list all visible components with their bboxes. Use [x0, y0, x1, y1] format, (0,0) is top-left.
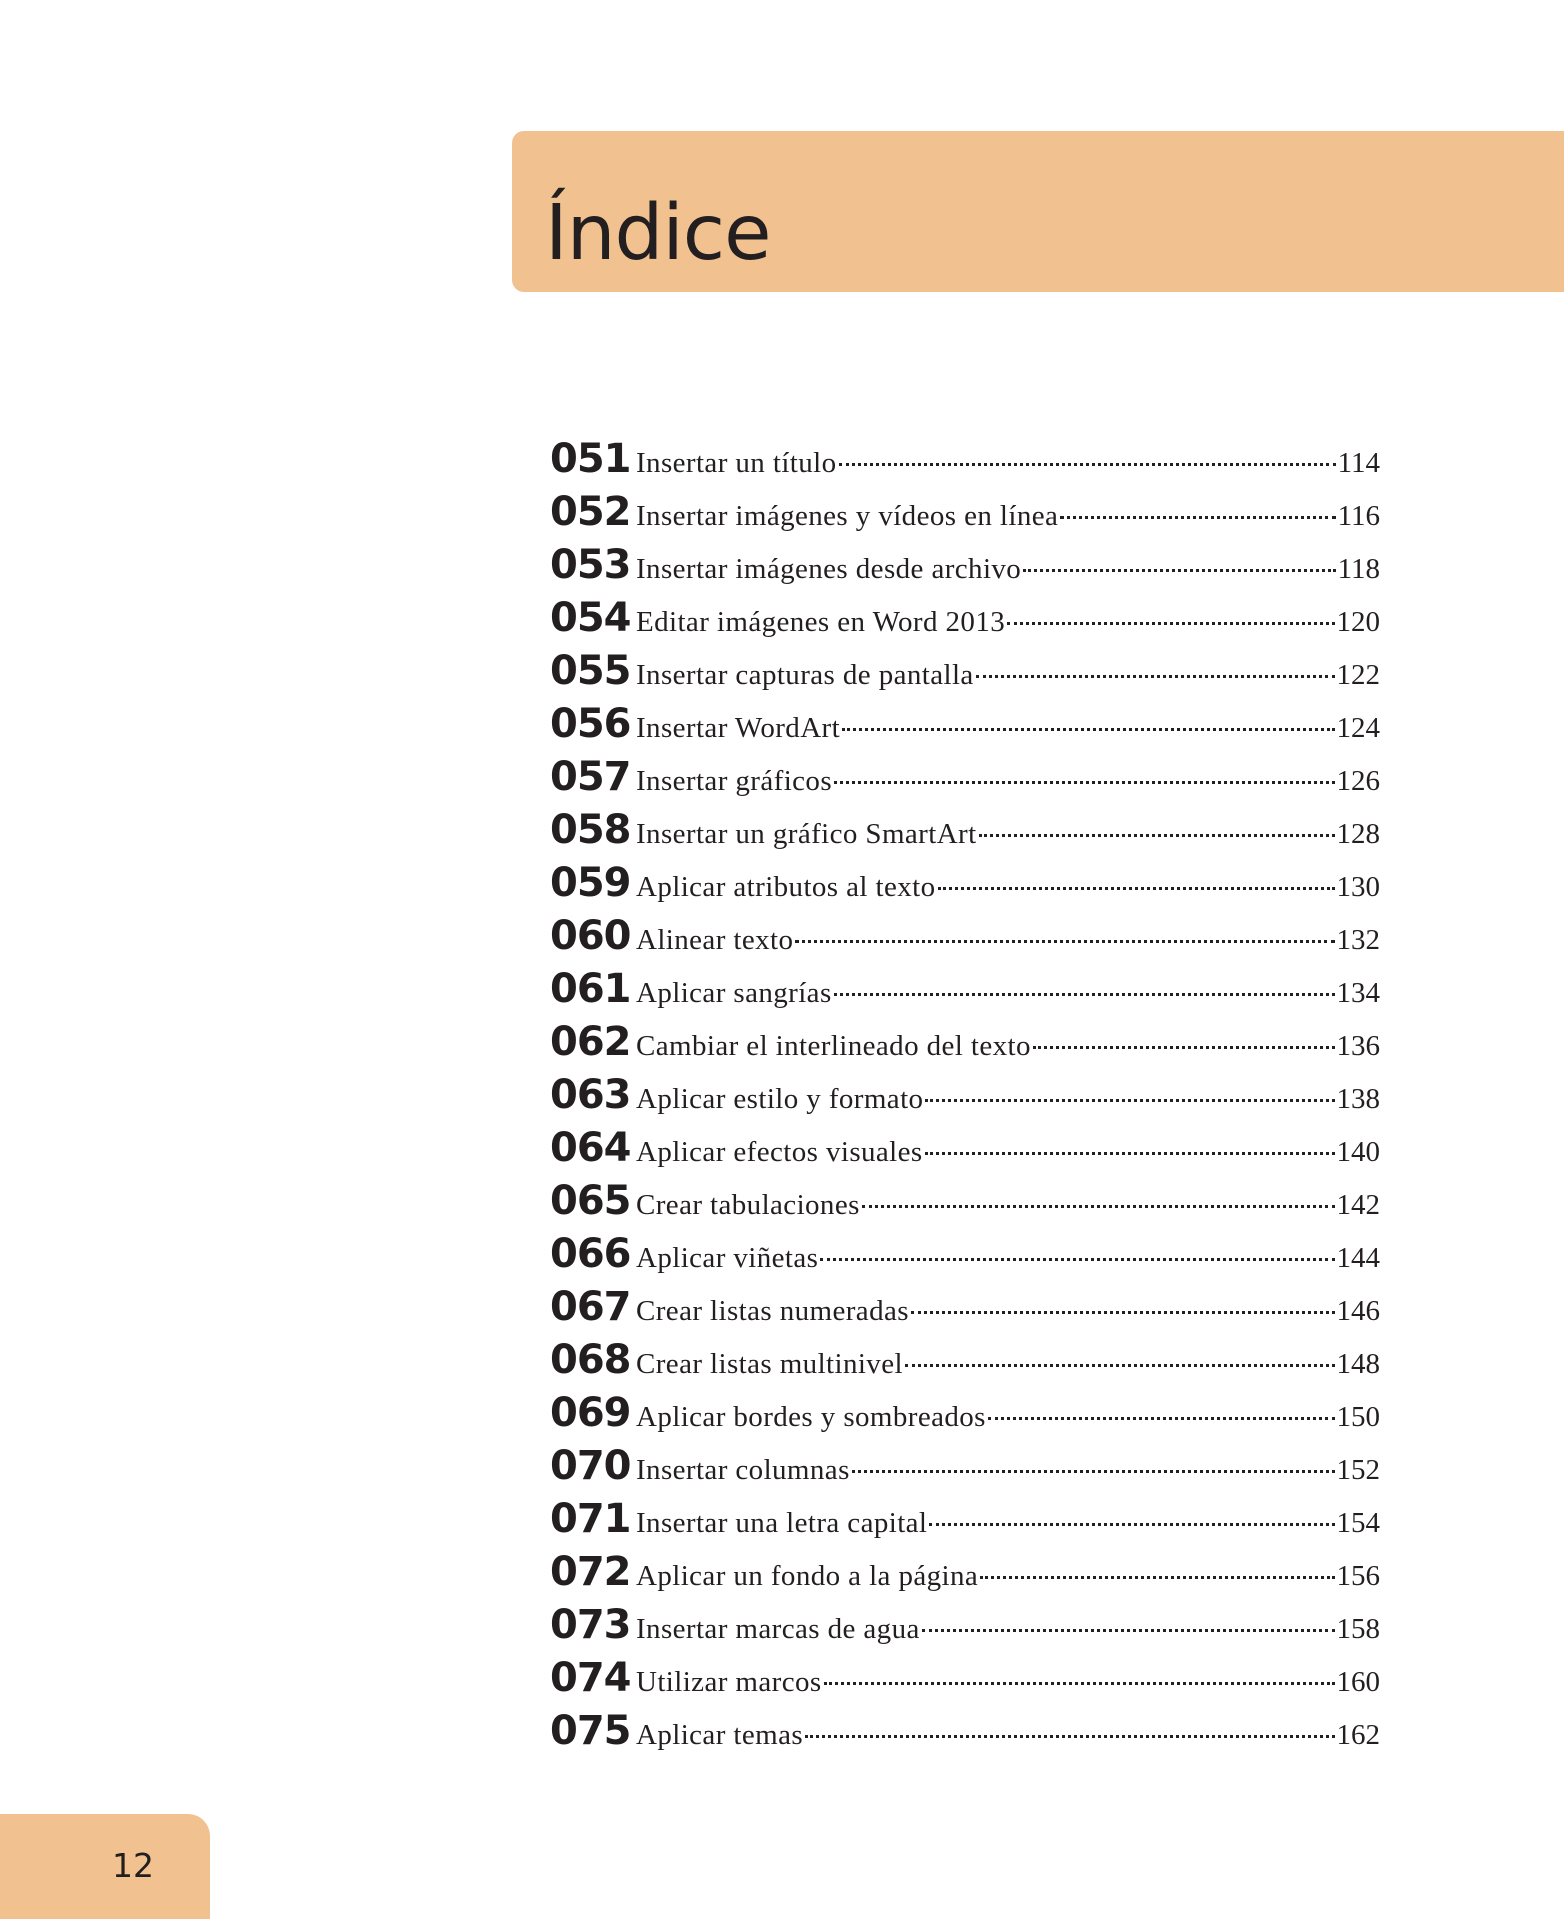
- toc-entry-number: 051: [550, 436, 631, 482]
- toc-entry-title: Crear listas multinivel: [636, 1348, 903, 1380]
- toc-entry[interactable]: [550, 1602, 1380, 1655]
- toc-dot-leader: [1023, 569, 1335, 572]
- toc-entry[interactable]: [550, 1496, 1380, 1549]
- toc-entry-page: 144: [1336, 1242, 1380, 1274]
- toc-entry-page: 128: [1336, 818, 1380, 850]
- toc-dot-leader: [834, 781, 1334, 784]
- toc-entry-page: 138: [1336, 1083, 1380, 1115]
- toc-dot-leader: [925, 1099, 1334, 1102]
- toc-entry-number: 069: [550, 1390, 631, 1436]
- toc-entry[interactable]: [550, 913, 1380, 966]
- toc-entry-page: 142: [1336, 1189, 1380, 1221]
- toc-dot-leader: [925, 1152, 1335, 1155]
- page-number-tab: [0, 1814, 210, 1919]
- toc-entry-number: 057: [550, 754, 631, 800]
- toc-dot-leader: [862, 1205, 1335, 1208]
- toc-dot-leader: [922, 1629, 1335, 1632]
- toc-dot-leader: [938, 887, 1335, 890]
- header-band: [512, 131, 1564, 292]
- toc-entry[interactable]: [550, 542, 1380, 595]
- toc-entry-page: 124: [1336, 712, 1380, 744]
- toc-dot-leader: [976, 675, 1335, 678]
- toc-dot-leader: [979, 834, 1335, 837]
- toc-entry-page: 150: [1336, 1401, 1380, 1433]
- toc-entry-page: 152: [1336, 1454, 1380, 1486]
- toc-entry-page: 122: [1336, 659, 1380, 691]
- toc-dot-leader: [839, 463, 1336, 466]
- toc-entry-title: Aplicar sangrías: [636, 977, 832, 1009]
- toc-entry-number: 063: [550, 1072, 631, 1118]
- toc-dot-leader: [905, 1364, 1335, 1367]
- toc-entry-page: 134: [1336, 977, 1380, 1009]
- toc-entry[interactable]: [550, 1443, 1380, 1496]
- toc-entry[interactable]: [550, 1125, 1380, 1178]
- toc-dot-leader: [852, 1470, 1335, 1473]
- toc-entry[interactable]: [550, 489, 1380, 542]
- toc-entry-title: Utilizar marcos: [636, 1666, 822, 1698]
- toc-entry-title: Aplicar temas: [636, 1719, 804, 1751]
- toc-entry-page: 114: [1337, 447, 1380, 479]
- toc-entry-title: Insertar gráficos: [636, 765, 833, 797]
- toc-dot-leader: [805, 1735, 1334, 1738]
- toc-entry-page: 146: [1336, 1295, 1380, 1327]
- toc-entry[interactable]: [550, 436, 1380, 489]
- toc-dot-leader: [1007, 622, 1334, 625]
- toc-entry-title: Crear tabulaciones: [636, 1189, 860, 1221]
- page-number: 12: [112, 1846, 154, 1885]
- toc-entry-number: 062: [550, 1019, 631, 1065]
- toc-entry[interactable]: [550, 1708, 1380, 1761]
- toc-entry[interactable]: [550, 754, 1380, 807]
- toc-entry[interactable]: [550, 860, 1380, 913]
- toc-entry[interactable]: [550, 1072, 1380, 1125]
- toc-entry-page: 130: [1336, 871, 1380, 903]
- toc-dot-leader: [980, 1576, 1334, 1579]
- toc-dot-leader: [820, 1258, 1334, 1261]
- toc-dot-leader: [929, 1523, 1334, 1526]
- toc-dot-leader: [824, 1682, 1335, 1685]
- toc-entry-title: Cambiar el interlineado del texto: [636, 1030, 1031, 1062]
- toc-dot-leader: [842, 728, 1334, 731]
- toc-entry-title: Aplicar viñetas: [636, 1242, 819, 1274]
- toc-entry-title: Insertar una letra capital: [636, 1507, 928, 1539]
- toc-entry[interactable]: [550, 595, 1380, 648]
- toc-entry-number: 052: [550, 489, 631, 535]
- toc-entry-number: 074: [550, 1655, 631, 1701]
- toc-entry-page: 132: [1336, 924, 1380, 956]
- toc-entry-number: 060: [550, 913, 631, 959]
- toc-entry-title: Insertar columnas: [636, 1454, 850, 1486]
- toc-entry-number: 071: [550, 1496, 631, 1542]
- toc-entry-title: Insertar capturas de pantalla: [636, 659, 974, 691]
- toc-entry-page: 158: [1336, 1613, 1380, 1645]
- toc-entry-page: 116: [1337, 500, 1380, 532]
- toc-entry-number: 064: [550, 1125, 631, 1171]
- toc-entry-title: Aplicar efectos visuales: [636, 1136, 923, 1168]
- toc-entry-title: Insertar WordArt: [636, 712, 841, 744]
- toc-entry-title: Insertar imágenes desde archivo: [636, 553, 1022, 585]
- toc-entry[interactable]: [550, 1019, 1380, 1072]
- toc-entry-page: 160: [1336, 1666, 1380, 1698]
- toc-entry-title: Editar imágenes en Word 2013: [636, 606, 1006, 638]
- toc-entry-title: Aplicar estilo y formato: [636, 1083, 924, 1115]
- toc-entry-page: 156: [1336, 1560, 1380, 1592]
- toc-entry-page: 136: [1336, 1030, 1380, 1062]
- toc-dot-leader: [911, 1311, 1335, 1314]
- toc-entry-page: 162: [1336, 1719, 1380, 1751]
- toc-entry-number: 053: [550, 542, 631, 588]
- toc-entry-page: 154: [1336, 1507, 1380, 1539]
- toc-entry[interactable]: [550, 1549, 1380, 1602]
- toc-entry-number: 065: [550, 1178, 631, 1224]
- toc-entry-number: 068: [550, 1337, 631, 1383]
- toc-entry-title: Alinear texto: [636, 924, 794, 956]
- toc-entry-page: 140: [1336, 1136, 1380, 1168]
- toc-entry[interactable]: [550, 1178, 1380, 1231]
- toc-entry-number: 056: [550, 701, 631, 747]
- toc-entry-number: 070: [550, 1443, 631, 1489]
- toc-entry-number: 075: [550, 1708, 631, 1754]
- toc-entry[interactable]: [550, 1390, 1380, 1443]
- toc-entry-number: 072: [550, 1549, 631, 1595]
- toc-entry[interactable]: [550, 1337, 1380, 1390]
- toc-entry-number: 067: [550, 1284, 631, 1330]
- toc-entry-page: 126: [1336, 765, 1380, 797]
- toc-entry-number: 055: [550, 648, 631, 694]
- toc-entry-number: 066: [550, 1231, 631, 1277]
- toc-entry-title: Aplicar un fondo a la página: [636, 1560, 979, 1592]
- table-of-contents: [550, 436, 1380, 1761]
- toc-entry[interactable]: [550, 807, 1380, 860]
- toc-entry-title: Crear listas numeradas: [636, 1295, 909, 1327]
- page-title: Índice: [545, 189, 771, 278]
- toc-entry-number: 058: [550, 807, 631, 853]
- toc-entry-number: 073: [550, 1602, 631, 1648]
- toc-entry-title: Aplicar bordes y sombreados: [636, 1401, 986, 1433]
- toc-entry[interactable]: [550, 701, 1380, 754]
- toc-entry-page: 118: [1337, 553, 1380, 585]
- toc-entry-title: Insertar un título: [636, 447, 837, 479]
- toc-dot-leader: [834, 993, 1335, 996]
- toc-entry[interactable]: [550, 1655, 1380, 1708]
- toc-dot-leader: [988, 1417, 1335, 1420]
- toc-entry-number: 054: [550, 595, 631, 641]
- toc-entry-page: 148: [1336, 1348, 1380, 1380]
- toc-entry[interactable]: [550, 1284, 1380, 1337]
- toc-dot-leader: [795, 940, 1334, 943]
- toc-entry-title: Insertar un gráfico SmartArt: [636, 818, 977, 850]
- toc-entry-number: 059: [550, 860, 631, 906]
- toc-entry-page: 120: [1336, 606, 1380, 638]
- toc-entry[interactable]: [550, 966, 1380, 1019]
- toc-entry-title: Insertar marcas de agua: [636, 1613, 920, 1645]
- toc-dot-leader: [1060, 516, 1335, 519]
- toc-entry[interactable]: [550, 1231, 1380, 1284]
- toc-dot-leader: [1033, 1046, 1335, 1049]
- toc-entry[interactable]: [550, 648, 1380, 701]
- toc-entry-title: Insertar imágenes y vídeos en línea: [636, 500, 1059, 532]
- toc-entry-number: 061: [550, 966, 631, 1012]
- toc-entry-title: Aplicar atributos al texto: [636, 871, 936, 903]
